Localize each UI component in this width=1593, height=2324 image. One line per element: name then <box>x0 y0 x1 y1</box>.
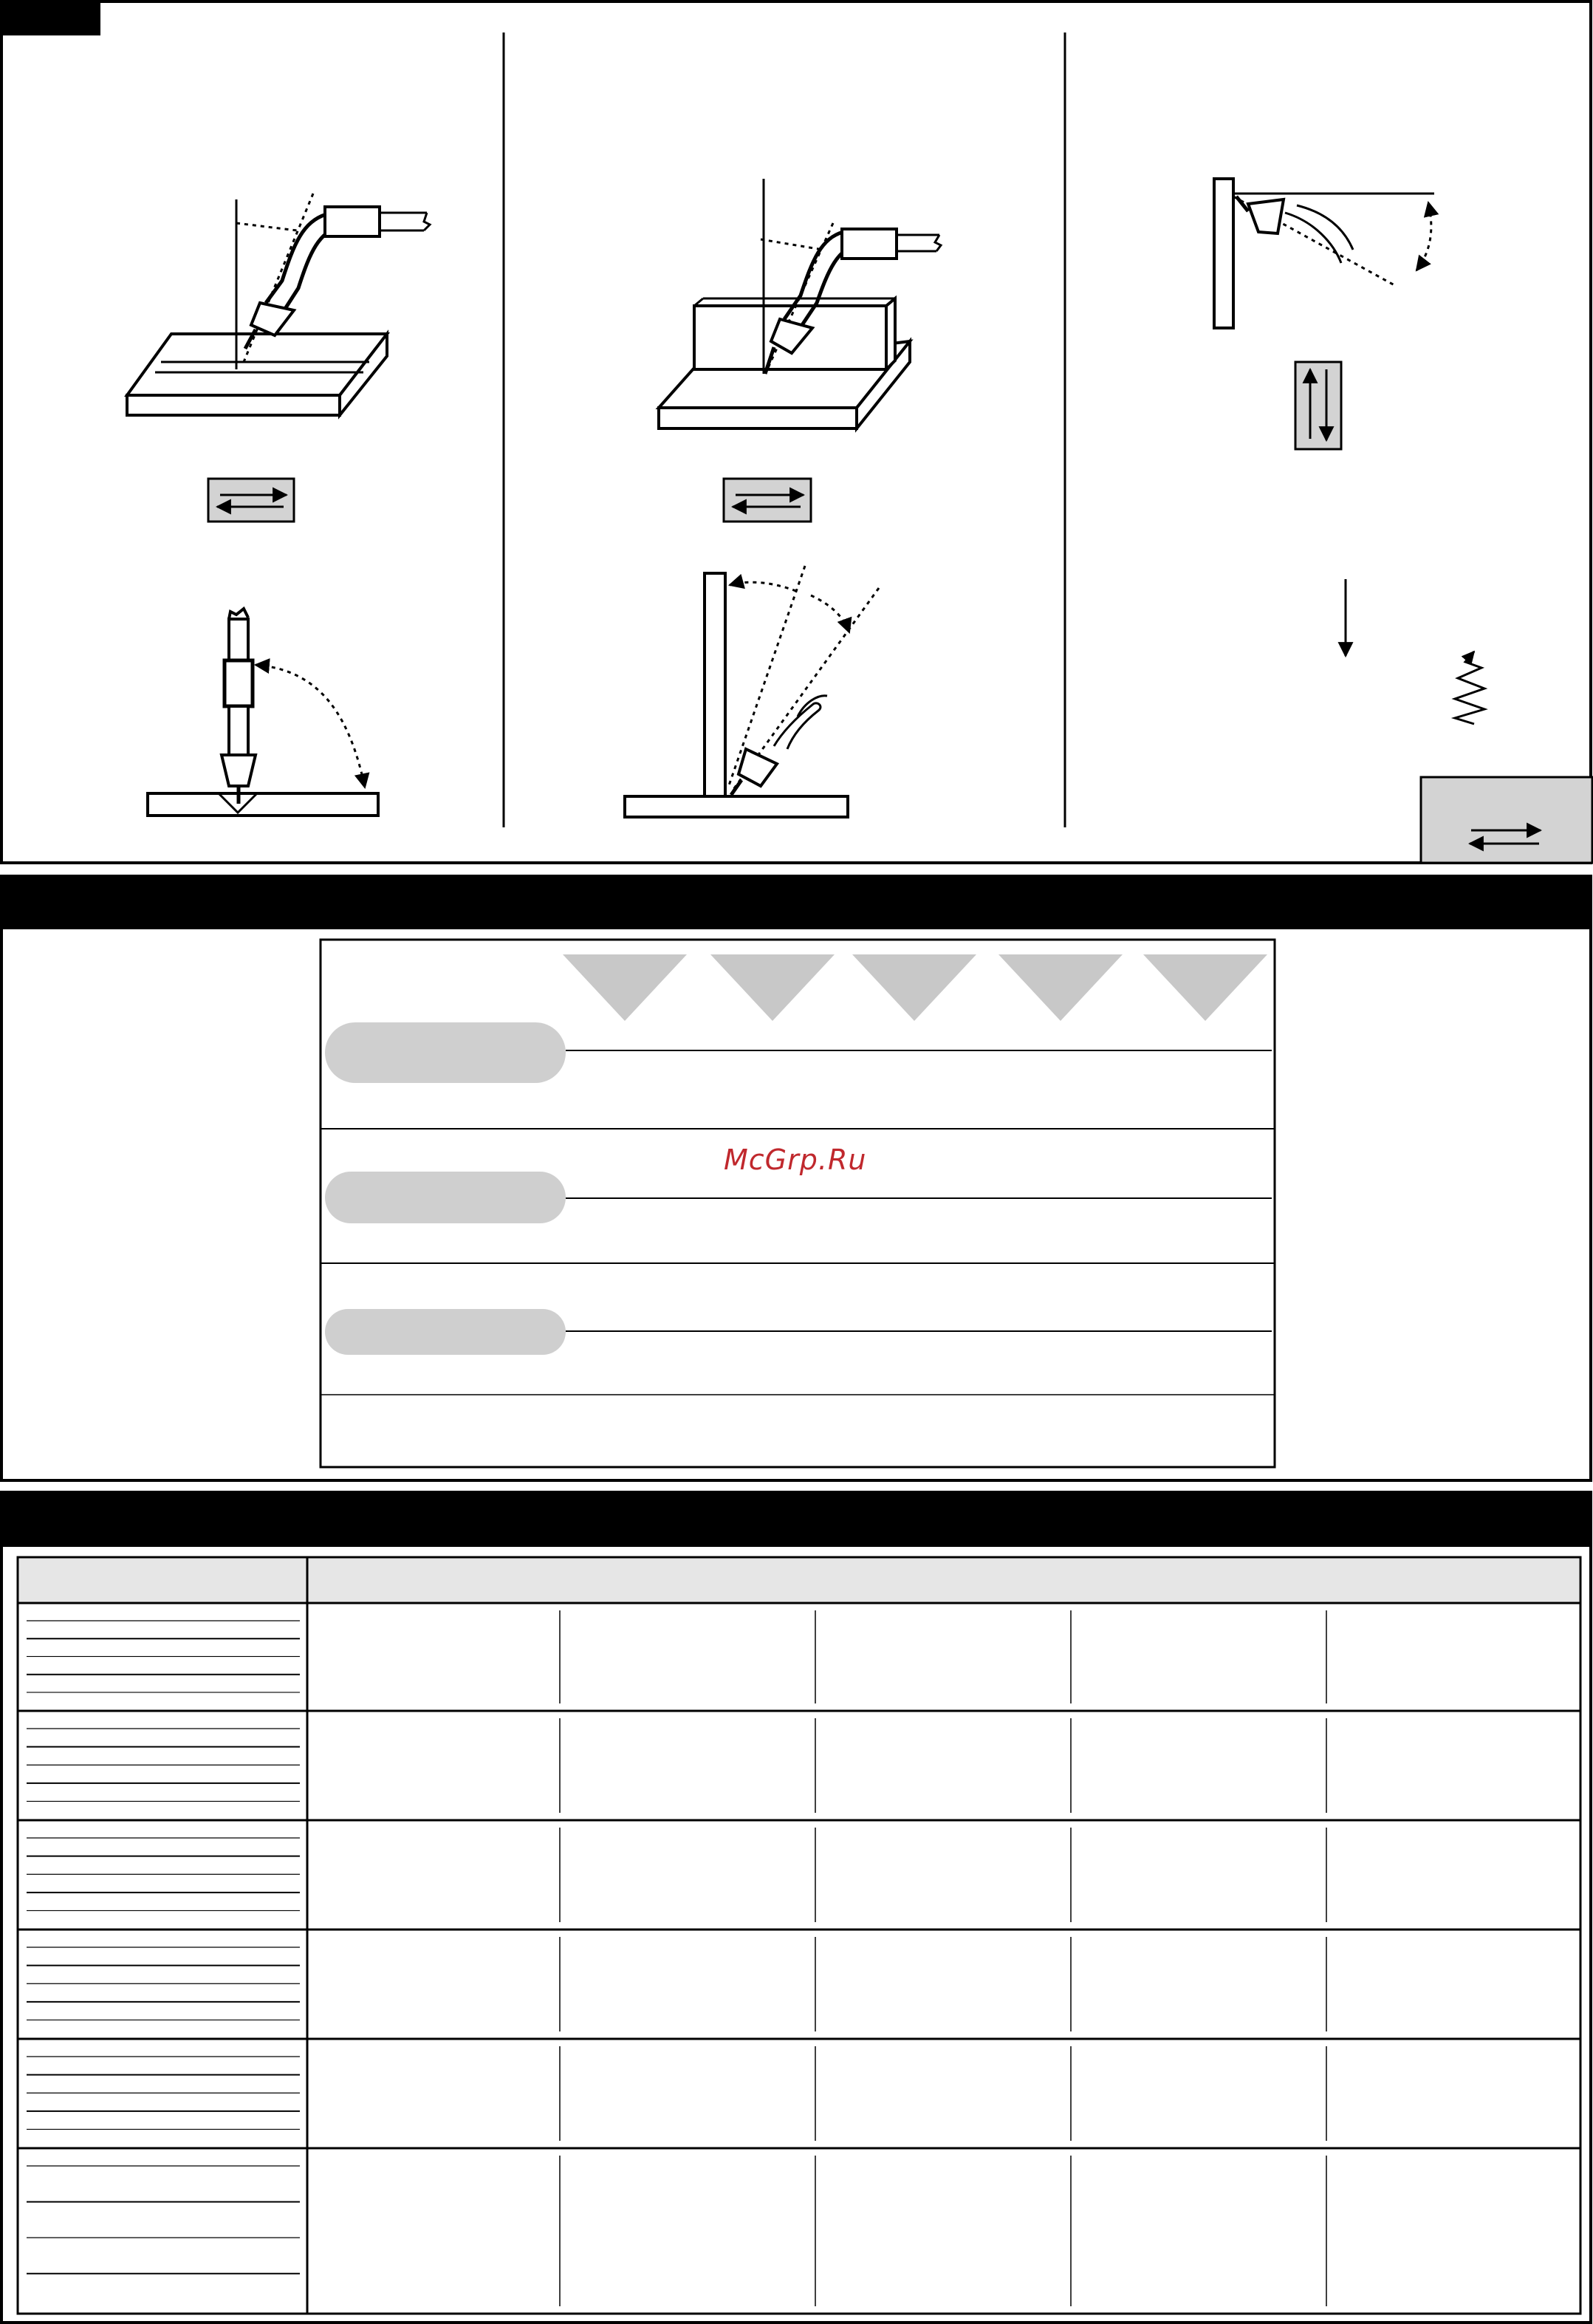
work-angle-butt-illustration <box>148 609 378 816</box>
settings-table <box>18 1557 1580 2314</box>
pass-label-pill <box>325 1309 566 1355</box>
groove-triangle <box>563 954 687 1021</box>
fill-chart-row <box>321 1309 1275 1395</box>
butt-joint-flat-illustration <box>127 194 430 415</box>
section-tab <box>1 1 100 35</box>
travel-direction-box <box>724 479 811 522</box>
watermark: McGrp.Ru <box>724 1144 867 1176</box>
table-header-row <box>19 1559 1579 1603</box>
section-header-bar <box>1 1492 1591 1547</box>
work-angle-fillet-illustration <box>625 566 879 817</box>
fill-chart-row <box>321 1172 1275 1263</box>
section-header-bar <box>1 876 1591 929</box>
zigzag-weave-icon <box>1455 652 1484 724</box>
travel-direction-box <box>208 479 294 522</box>
horizontal-direction-box <box>1421 777 1592 863</box>
fillet-joint-flat-illustration <box>659 179 941 428</box>
groove-triangle <box>710 954 835 1021</box>
pass-label-pill <box>325 1172 566 1223</box>
settings-table-section <box>1 1492 1591 2323</box>
groove-markers <box>563 954 1267 1021</box>
groove-triangle <box>998 954 1123 1021</box>
fill-pass-section <box>1 876 1591 1480</box>
torch-angle-section <box>1 1 1592 863</box>
vertical-weld-illustration <box>1214 179 1434 328</box>
table-rows <box>18 1610 1580 2306</box>
fill-chart-row <box>321 1022 1275 1129</box>
groove-triangle <box>852 954 976 1021</box>
vertical-direction-box <box>1295 362 1341 449</box>
pass-label-pill <box>325 1022 566 1083</box>
groove-triangle <box>1143 954 1267 1021</box>
